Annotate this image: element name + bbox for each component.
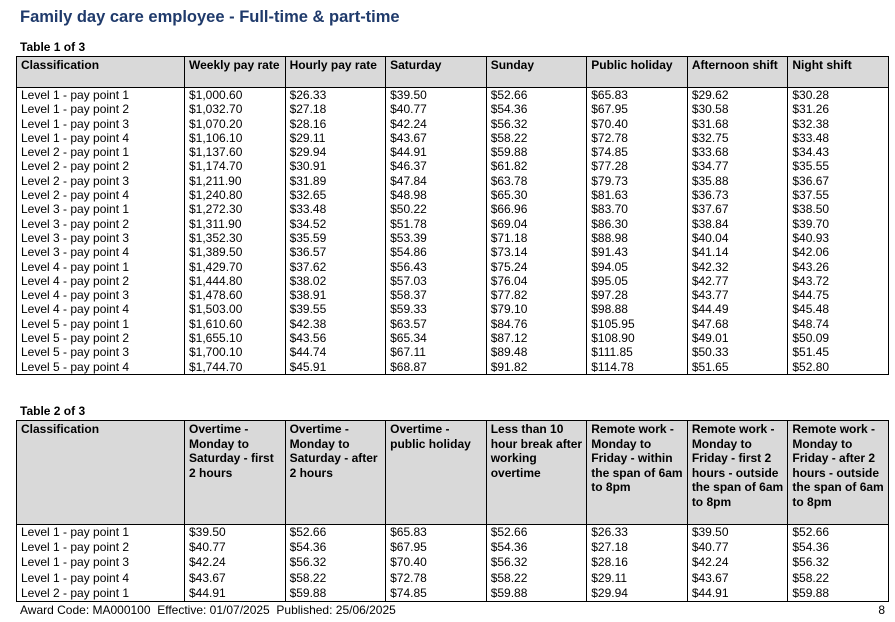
rate-cell: $39.50: [386, 88, 487, 103]
rate-cell: $54.36: [486, 102, 587, 116]
rate-cell: $39.50: [687, 525, 788, 541]
rate-cell: $1,311.90: [185, 217, 286, 231]
rate-cell: $39.50: [185, 525, 286, 541]
rate-cell: $42.32: [687, 260, 788, 274]
rate-cell: $52.66: [285, 525, 386, 541]
rate-cell: $29.94: [587, 586, 688, 602]
rate-cell: $79.10: [486, 302, 587, 316]
rate-cell: $1,700.10: [185, 345, 286, 359]
rate-cell: $89.48: [486, 345, 587, 359]
rate-cell: $29.62: [687, 88, 788, 103]
rate-cell: $70.40: [386, 555, 487, 570]
table-row: [17, 302, 889, 316]
rate-cell: $68.87: [386, 360, 487, 375]
classification-cell: Level 3 - pay point 3: [17, 231, 185, 245]
rate-cell: $1,106.10: [185, 131, 286, 145]
rate-cell: $52.66: [788, 525, 889, 541]
rate-cell: $54.36: [788, 540, 889, 555]
table-row: [17, 345, 889, 359]
rate-cell: $87.12: [486, 331, 587, 345]
rate-cell: $59.88: [285, 586, 386, 602]
rate-cell: $37.55: [788, 188, 889, 202]
rate-cell: $74.85: [386, 586, 487, 602]
rate-cell: $67.95: [386, 540, 487, 555]
rate-cell: $63.78: [486, 174, 587, 188]
rate-cell: $98.88: [587, 302, 688, 316]
rate-cell: $29.11: [285, 131, 386, 145]
rate-cell: $35.59: [285, 231, 386, 245]
table-row: [17, 174, 889, 188]
rate-cell: $56.32: [285, 555, 386, 570]
rate-cell: $56.32: [486, 555, 587, 570]
rate-cell: $1,174.70: [185, 159, 286, 173]
rate-cell: $1,389.50: [185, 245, 286, 259]
rate-cell: $48.98: [386, 188, 487, 202]
table-row: [17, 217, 889, 231]
rate-cell: $32.38: [788, 117, 889, 131]
rate-cell: $39.70: [788, 217, 889, 231]
rate-cell: $74.85: [587, 145, 688, 159]
rate-cell: $72.78: [386, 571, 487, 586]
rate-cell: $1,744.70: [185, 360, 286, 375]
table-row: [17, 525, 889, 541]
rate-cell: $40.77: [185, 540, 286, 555]
classification-cell: Level 1 - pay point 2: [17, 540, 185, 555]
rate-cell: $36.67: [788, 174, 889, 188]
rate-cell: $43.67: [386, 131, 487, 145]
rate-cell: $43.56: [285, 331, 386, 345]
rate-cell: $1,478.60: [185, 288, 286, 302]
table-row: [17, 571, 889, 586]
rate-cell: $42.38: [285, 317, 386, 331]
classification-cell: Level 2 - pay point 4: [17, 188, 185, 202]
column-header: Weekly pay rate: [185, 57, 286, 88]
table-row: [17, 245, 889, 259]
rate-cell: $1,429.70: [185, 260, 286, 274]
rate-cell: $58.22: [788, 571, 889, 586]
rate-cell: $1,610.60: [185, 317, 286, 331]
rate-cell: $43.67: [687, 571, 788, 586]
rate-cell: $75.24: [486, 260, 587, 274]
rate-cell: $1,444.80: [185, 274, 286, 288]
rate-cell: $39.55: [285, 302, 386, 316]
rate-cell: $65.83: [386, 525, 487, 541]
rate-cell: $44.74: [285, 345, 386, 359]
rate-cell: $66.96: [486, 202, 587, 216]
table-row: [17, 331, 889, 345]
rate-cell: $59.88: [486, 586, 587, 602]
rate-cell: $28.16: [285, 117, 386, 131]
classification-cell: Level 3 - pay point 1: [17, 202, 185, 216]
rate-cell: $114.78: [587, 360, 688, 375]
rate-cell: $79.73: [587, 174, 688, 188]
rate-cell: $26.33: [587, 525, 688, 541]
column-header: Overtime - Monday to Saturday - first 2 hours: [185, 421, 286, 525]
rate-cell: $83.70: [587, 202, 688, 216]
rate-cell: $45.48: [788, 302, 889, 316]
table-row: [17, 145, 889, 159]
rate-cell: $73.14: [486, 245, 587, 259]
column-header: Remote work - Monday to Friday - within the span of 6am to 8pm: [587, 421, 688, 525]
column-header: Public holiday: [587, 57, 688, 88]
classification-cell: Level 4 - pay point 2: [17, 274, 185, 288]
rate-cell: $56.32: [788, 555, 889, 570]
rate-cell: $111.85: [587, 345, 688, 359]
classification-cell: Level 4 - pay point 4: [17, 302, 185, 316]
table-row: [17, 360, 889, 375]
column-header: Remote work - Monday to Friday - after 2 hours - outside the span of 6am to 8pm: [788, 421, 889, 525]
rate-cell: $44.91: [185, 586, 286, 602]
rate-cell: $1,137.60: [185, 145, 286, 159]
classification-cell: Level 4 - pay point 3: [17, 288, 185, 302]
classification-cell: Level 1 - pay point 2: [17, 102, 185, 116]
rate-cell: $52.80: [788, 360, 889, 375]
rate-cell: $84.76: [486, 317, 587, 331]
rate-cell: $95.05: [587, 274, 688, 288]
rate-cell: $40.04: [687, 231, 788, 245]
rate-cell: $32.75: [687, 131, 788, 145]
rate-cell: $43.26: [788, 260, 889, 274]
column-header-classification: Classification: [17, 421, 185, 525]
rate-cell: $48.74: [788, 317, 889, 331]
rate-cell: $40.77: [386, 102, 487, 116]
table-row: [17, 159, 889, 173]
column-header: Overtime - public holiday: [386, 421, 487, 525]
table-row: [17, 202, 889, 216]
classification-cell: Level 1 - pay point 3: [17, 555, 185, 570]
rate-cell: $1,503.00: [185, 302, 286, 316]
rate-cell: $58.37: [386, 288, 487, 302]
rate-cell: $91.43: [587, 245, 688, 259]
classification-cell: Level 2 - pay point 1: [17, 586, 185, 602]
classification-cell: Level 4 - pay point 1: [17, 260, 185, 274]
rate-cell: $38.02: [285, 274, 386, 288]
rate-cell: $61.82: [486, 159, 587, 173]
rate-cell: $52.66: [486, 525, 587, 541]
rate-cell: $41.14: [687, 245, 788, 259]
rate-cell: $32.65: [285, 188, 386, 202]
rate-cell: $42.24: [386, 117, 487, 131]
rate-cell: $54.86: [386, 245, 487, 259]
table-row: [17, 586, 889, 602]
classification-cell: Level 3 - pay point 4: [17, 245, 185, 259]
table-2-label: Table 2 of 3: [20, 404, 86, 418]
rate-cell: $67.11: [386, 345, 487, 359]
rate-cell: $33.48: [285, 202, 386, 216]
rate-cell: $43.77: [687, 288, 788, 302]
rate-cell: $1,352.30: [185, 231, 286, 245]
table-row: [17, 102, 889, 116]
table-row: [17, 131, 889, 145]
rate-cell: $53.39: [386, 231, 487, 245]
rate-cell: $42.24: [687, 555, 788, 570]
rate-cell: $65.34: [386, 331, 487, 345]
classification-cell: Level 1 - pay point 4: [17, 571, 185, 586]
rate-cell: $36.73: [687, 188, 788, 202]
rate-cell: $29.11: [587, 571, 688, 586]
rate-cell: $29.94: [285, 145, 386, 159]
table-row: [17, 260, 889, 274]
classification-cell: Level 2 - pay point 1: [17, 145, 185, 159]
rate-cell: $42.77: [687, 274, 788, 288]
rate-cell: $38.84: [687, 217, 788, 231]
table-row: [17, 274, 889, 288]
rate-cell: $31.68: [687, 117, 788, 131]
rate-cell: $67.95: [587, 102, 688, 116]
classification-cell: Level 1 - pay point 4: [17, 131, 185, 145]
column-header: Night shift: [788, 57, 889, 88]
rate-cell: $40.77: [687, 540, 788, 555]
page-footer: [20, 603, 885, 617]
rate-cell: $27.18: [587, 540, 688, 555]
rate-cell: $52.66: [486, 88, 587, 103]
rate-cell: $47.68: [687, 317, 788, 331]
rate-cell: $59.33: [386, 302, 487, 316]
rate-cell: $28.16: [587, 555, 688, 570]
rate-cell: $1,070.20: [185, 117, 286, 131]
rate-cell: $44.49: [687, 302, 788, 316]
rate-cell: $38.50: [788, 202, 889, 216]
column-header: Overtime - Monday to Saturday - after 2 hours: [285, 421, 386, 525]
classification-cell: Level 5 - pay point 2: [17, 331, 185, 345]
rate-cell: $45.91: [285, 360, 386, 375]
rate-cell: $105.95: [587, 317, 688, 331]
rate-cell: $36.57: [285, 245, 386, 259]
classification-cell: Level 2 - pay point 2: [17, 159, 185, 173]
rate-cell: $59.88: [486, 145, 587, 159]
table-row: [17, 231, 889, 245]
rate-cell: $35.88: [687, 174, 788, 188]
rate-cell: $56.43: [386, 260, 487, 274]
column-header: Saturday: [386, 57, 487, 88]
rate-cell: $46.37: [386, 159, 487, 173]
table-row: [17, 540, 889, 555]
rate-cell: $65.83: [587, 88, 688, 103]
rate-cell: $56.32: [486, 117, 587, 131]
rate-cell: $58.22: [285, 571, 386, 586]
rate-cell: $63.57: [386, 317, 487, 331]
rate-cell: $43.72: [788, 274, 889, 288]
rate-cell: $37.67: [687, 202, 788, 216]
rate-cell: $71.18: [486, 231, 587, 245]
column-header: Remote work - Monday to Friday - first 2 hours - outside the span of 6am to 8pm: [687, 421, 788, 525]
table-row: [17, 288, 889, 302]
rate-cell: $91.82: [486, 360, 587, 375]
rate-cell: $34.43: [788, 145, 889, 159]
rate-cell: $42.24: [185, 555, 286, 570]
rate-cell: $31.89: [285, 174, 386, 188]
rate-cell: $1,272.30: [185, 202, 286, 216]
rate-cell: $49.01: [687, 331, 788, 345]
classification-cell: Level 3 - pay point 2: [17, 217, 185, 231]
rate-cell: $58.22: [486, 131, 587, 145]
rate-cell: $30.58: [687, 102, 788, 116]
classification-cell: Level 5 - pay point 4: [17, 360, 185, 375]
rate-cell: $47.84: [386, 174, 487, 188]
rate-cell: $30.28: [788, 88, 889, 103]
rate-cell: $1,000.60: [185, 88, 286, 103]
classification-cell: Level 1 - pay point 1: [17, 525, 185, 541]
table-row: [17, 117, 889, 131]
classification-cell: Level 1 - pay point 3: [17, 117, 185, 131]
column-header: Sunday: [486, 57, 587, 88]
page-number: 8: [878, 603, 885, 617]
rate-cell: $88.98: [587, 231, 688, 245]
rate-cell: $44.91: [386, 145, 487, 159]
rate-cell: $42.06: [788, 245, 889, 259]
rate-cell: $38.91: [285, 288, 386, 302]
rate-cell: $40.93: [788, 231, 889, 245]
table-row: [17, 317, 889, 331]
rate-cell: $1,655.10: [185, 331, 286, 345]
rate-cell: $108.90: [587, 331, 688, 345]
rate-cell: $94.05: [587, 260, 688, 274]
rate-cell: $59.88: [788, 586, 889, 602]
rate-cell: $57.03: [386, 274, 487, 288]
classification-cell: Level 2 - pay point 3: [17, 174, 185, 188]
rate-cell: $50.22: [386, 202, 487, 216]
table-row: [17, 555, 889, 570]
rate-cell: $34.52: [285, 217, 386, 231]
rate-cell: $1,240.80: [185, 188, 286, 202]
classification-cell: Level 5 - pay point 1: [17, 317, 185, 331]
pay-rates-table-1: [16, 56, 889, 375]
rate-cell: $43.67: [185, 571, 286, 586]
rate-cell: $69.04: [486, 217, 587, 231]
rate-cell: $97.28: [587, 288, 688, 302]
rate-cell: $35.55: [788, 159, 889, 173]
rate-cell: $30.91: [285, 159, 386, 173]
rate-cell: $72.78: [587, 131, 688, 145]
rate-cell: $33.48: [788, 131, 889, 145]
rate-cell: $77.28: [587, 159, 688, 173]
column-header: Hourly pay rate: [285, 57, 386, 88]
table-row: [17, 188, 889, 202]
column-header: Afternoon shift: [687, 57, 788, 88]
rate-cell: $26.33: [285, 88, 386, 103]
rate-cell: $31.26: [788, 102, 889, 116]
rate-cell: $50.09: [788, 331, 889, 345]
classification-cell: Level 5 - pay point 3: [17, 345, 185, 359]
rate-cell: $1,211.90: [185, 174, 286, 188]
footer-award-info: Award Code: MA000100 Effective: 01/07/2025 Published: 25/06/2025: [20, 603, 396, 617]
rate-cell: $51.45: [788, 345, 889, 359]
rate-cell: $81.63: [587, 188, 688, 202]
rate-cell: $34.77: [687, 159, 788, 173]
pay-rates-table-2: [16, 420, 889, 602]
column-header: Less than 10 hour break after working overtime: [486, 421, 587, 525]
rate-cell: $44.75: [788, 288, 889, 302]
table-row: [17, 88, 889, 103]
rate-cell: $44.91: [687, 586, 788, 602]
rate-cell: $37.62: [285, 260, 386, 274]
table-header-row: [17, 421, 889, 525]
rate-cell: $51.78: [386, 217, 487, 231]
rate-cell: $54.36: [486, 540, 587, 555]
rate-cell: $27.18: [285, 102, 386, 116]
page-title: Family day care employee - Full-time & part-time: [20, 8, 400, 26]
column-header-classification: Classification: [17, 57, 185, 88]
rate-cell: $77.82: [486, 288, 587, 302]
rate-cell: $58.22: [486, 571, 587, 586]
rate-cell: $50.33: [687, 345, 788, 359]
rate-cell: $65.30: [486, 188, 587, 202]
rate-cell: $86.30: [587, 217, 688, 231]
table-header-row: [17, 57, 889, 88]
rate-cell: $70.40: [587, 117, 688, 131]
rate-cell: $33.68: [687, 145, 788, 159]
rate-cell: $54.36: [285, 540, 386, 555]
table-1-label: Table 1 of 3: [20, 40, 86, 54]
rate-cell: $1,032.70: [185, 102, 286, 116]
rate-cell: $76.04: [486, 274, 587, 288]
rate-cell: $51.65: [687, 360, 788, 375]
classification-cell: Level 1 - pay point 1: [17, 88, 185, 103]
